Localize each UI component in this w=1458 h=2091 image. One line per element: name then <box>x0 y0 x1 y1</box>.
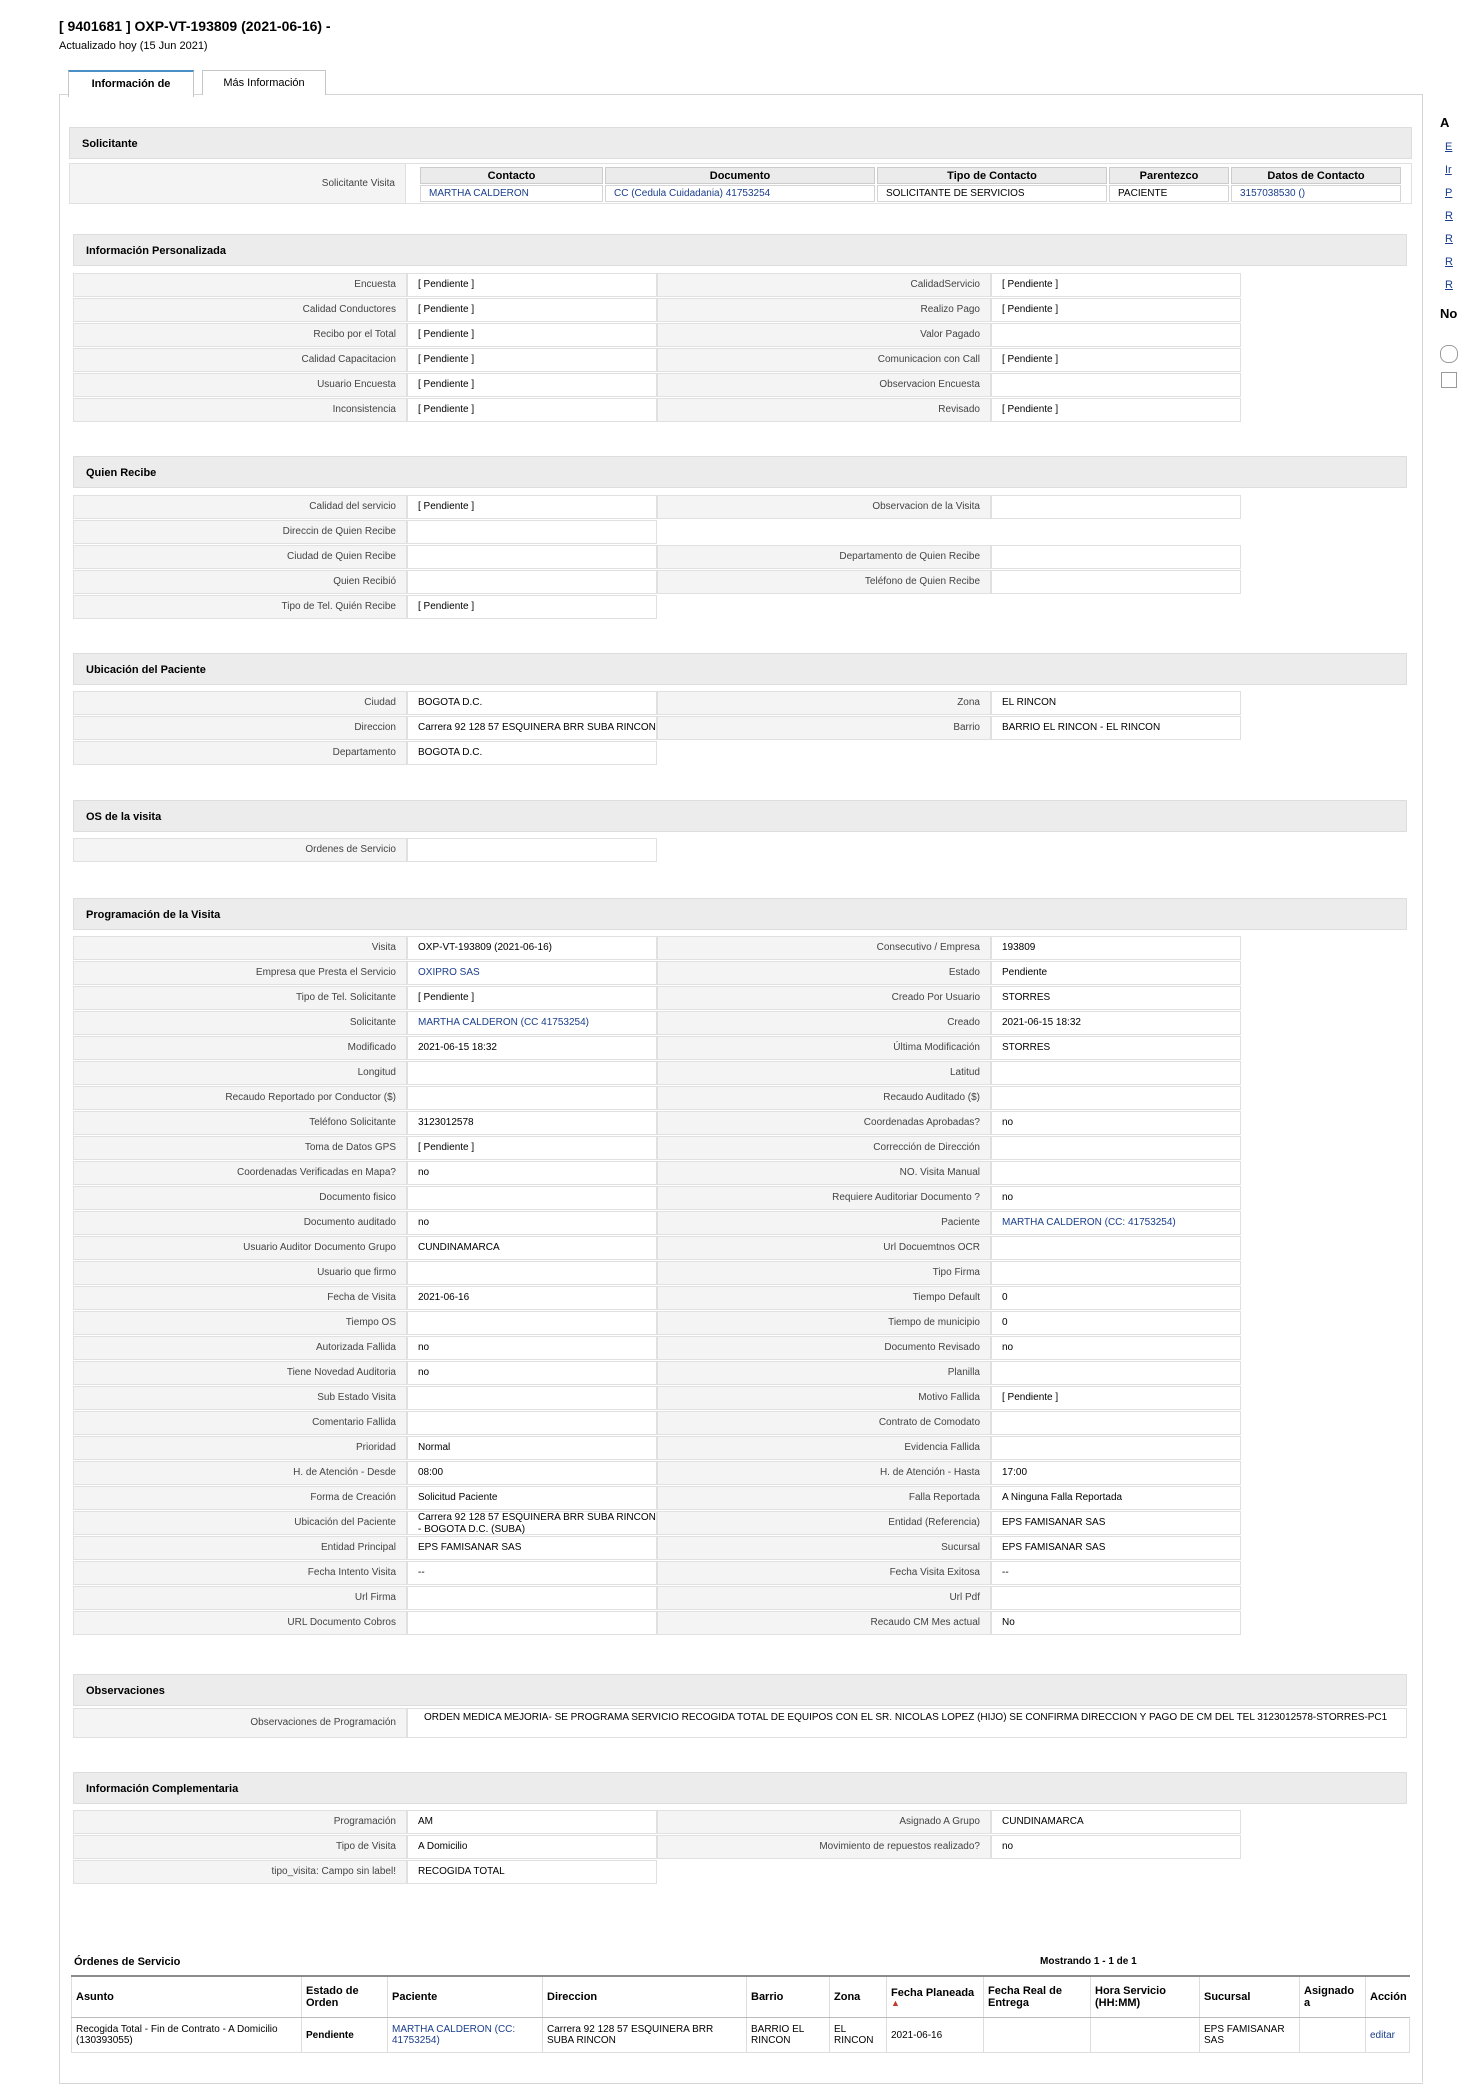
observacion-de-la-visita-value <box>991 495 1241 519</box>
sub-estado-visita-value <box>407 1386 657 1410</box>
url-pdf-label: Url Pdf <box>657 1586 991 1610</box>
col-zona[interactable]: Zona <box>830 1976 887 2018</box>
h-de-atencion-desde-label: H. de Atención - Desde <box>73 1461 407 1485</box>
consecutivo-empresa-label: Consecutivo / Empresa <box>657 936 991 960</box>
modificado-label: Modificado <box>73 1036 407 1060</box>
ordenes-title: Órdenes de Servicio <box>74 1956 181 1968</box>
recaudo-cm-mes-actual-label: Recaudo CM Mes actual <box>657 1611 991 1635</box>
usuario-encuesta-value: [ Pendiente ] <box>407 373 657 397</box>
motivo-fallida-value: [ Pendiente ] <box>991 1386 1241 1410</box>
inconsistencia-label: Inconsistencia <box>73 398 407 422</box>
cell-asignado-a <box>1300 2018 1366 2053</box>
documento-link[interactable]: CC (Cedula Cuidadania) 41753254 <box>605 185 875 202</box>
direccion-label: Direccion <box>73 716 407 740</box>
url-documento-cobros-label: URL Documento Cobros <box>73 1611 407 1635</box>
documento-fisico-label: Documento fisico <box>73 1186 407 1210</box>
paciente-value[interactable]: MARTHA CALDERON (CC: 41753254) <box>991 1211 1241 1235</box>
tiempo-de-municipio-value: 0 <box>991 1311 1241 1335</box>
cell-fecha-planeada: 2021-06-16 <box>887 2018 984 2053</box>
ubicacion-del-paciente-label: Ubicación del Paciente <box>73 1511 407 1535</box>
recibo-por-el-total-value: [ Pendiente ] <box>407 323 657 347</box>
evidencia-fallida-label: Evidencia Fallida <box>657 1436 991 1460</box>
autorizada-fallida-label: Autorizada Fallida <box>73 1336 407 1360</box>
estado-label: Estado <box>657 961 991 985</box>
calidad-del-servicio-value: [ Pendiente ] <box>407 495 657 519</box>
cell-direccion: Carrera 92 128 57 ESQUINERA BRR SUBA RINCON <box>543 2018 747 2053</box>
ciudad-de-quien-recibe-value <box>407 545 657 569</box>
h-de-atencion-hasta-value: 17:00 <box>991 1461 1241 1485</box>
observacion-encuesta-label: Observacion Encuesta <box>657 373 991 397</box>
ciudad-de-quien-recibe-label: Ciudad de Quien Recibe <box>73 545 407 569</box>
tipo-de-visita-label: Tipo de Visita <box>73 1835 407 1859</box>
sidebar-link[interactable]: R <box>1445 256 1453 268</box>
prioridad-label: Prioridad <box>73 1436 407 1460</box>
tipo-de-tel-quien-recibe-label: Tipo de Tel. Quién Recibe <box>73 595 407 619</box>
entidad-principal-label: Entidad Principal <box>73 1536 407 1560</box>
movimiento-de-repuestos-realizado-value: no <box>991 1835 1241 1859</box>
entidad-referencia-label: Entidad (Referencia) <box>657 1511 991 1535</box>
tipo-de-tel-solicitante-value: [ Pendiente ] <box>407 986 657 1010</box>
coordenadas-verificadas-en-mapa-label: Coordenadas Verificadas en Mapa? <box>73 1161 407 1185</box>
recaudo-reportado-por-conductor-value <box>407 1086 657 1110</box>
url-firma-value <box>407 1586 657 1610</box>
requiere-auditoriar-documento-label: Requiere Auditoriar Documento ? <box>657 1186 991 1210</box>
falla-reportada-label: Falla Reportada <box>657 1486 991 1510</box>
col-documento: Documento <box>605 167 875 184</box>
quien-recibio-value <box>407 570 657 594</box>
col-asunto[interactable]: Asunto <box>72 1976 302 2018</box>
fecha-de-visita-value: 2021-06-16 <box>407 1286 657 1310</box>
fecha-intento-visita-value: -- <box>407 1561 657 1585</box>
coordenadas-aprobadas-label: Coordenadas Aprobadas? <box>657 1111 991 1135</box>
sidebar-heading-2: No <box>1440 306 1458 321</box>
cell-zona: EL RINCON <box>830 2018 887 2053</box>
h-de-atencion-hasta-label: H. de Atención - Hasta <box>657 1461 991 1485</box>
tiene-novedad-auditoria-label: Tiene Novedad Auditoria <box>73 1361 407 1385</box>
falla-reportada-value: A Ninguna Falla Reportada <box>991 1486 1241 1510</box>
revisado-value: [ Pendiente ] <box>991 398 1241 422</box>
visita-value: OXP-VT-193809 (2021-06-16) <box>407 936 657 960</box>
observacion-encuesta-value <box>991 373 1241 397</box>
parentezco-value: PACIENTE <box>1109 185 1229 202</box>
tiempo-os-label: Tiempo OS <box>73 1311 407 1335</box>
calidad-capacitacion-value: [ Pendiente ] <box>407 348 657 372</box>
usuario-que-firmo-value <box>407 1261 657 1285</box>
col-estado-de-orden[interactable]: Estado de Orden <box>302 1976 388 2018</box>
documento-auditado-value: no <box>407 1211 657 1235</box>
valor-pagado-label: Valor Pagado <box>657 323 991 347</box>
comunicacion-con-call-value: [ Pendiente ] <box>991 348 1241 372</box>
usuario-auditor-documento-grupo-value: CUNDINAMARCA <box>407 1236 657 1260</box>
documento-revisado-label: Documento Revisado <box>657 1336 991 1360</box>
col-direccion[interactable]: Direccion <box>543 1976 747 2018</box>
observacion-de-la-visita-label: Observacion de la Visita <box>657 495 991 519</box>
tab-informacion[interactable]: Información de <box>68 70 194 97</box>
recaudo-auditado-value <box>991 1086 1241 1110</box>
longitud-label: Longitud <box>73 1061 407 1085</box>
telefono-de-quien-recibe-value <box>991 570 1241 594</box>
col-parentezco: Parentezco <box>1109 167 1229 184</box>
datos-contacto-link[interactable]: 3157038530 () <box>1231 185 1401 202</box>
ordenes-de-servicio-value <box>407 838 657 862</box>
observaciones-label: Observaciones de Programación <box>73 1708 407 1738</box>
toma-de-datos-gps-label: Toma de Datos GPS <box>73 1136 407 1160</box>
creado-por-usuario-value: STORRES <box>991 986 1241 1010</box>
asignado-a-grupo-label: Asignado A Grupo <box>657 1810 991 1834</box>
tab-mas-informacion[interactable]: Más Información <box>202 70 326 95</box>
cell-fecha-real-de-entrega <box>984 2018 1091 2053</box>
valor-pagado-value <box>991 323 1241 347</box>
inconsistencia-value: [ Pendiente ] <box>407 398 657 422</box>
barrio-label: Barrio <box>657 716 991 740</box>
departamento-label: Departamento <box>73 741 407 765</box>
no-visita-manual-value <box>991 1161 1241 1185</box>
telefono-solicitante-label: Teléfono Solicitante <box>73 1111 407 1135</box>
motivo-fallida-label: Motivo Fallida <box>657 1386 991 1410</box>
ordenes-table <box>71 1975 1410 2053</box>
sidebar-link[interactable]: E <box>1445 141 1453 153</box>
asignado-a-grupo-value: CUNDINAMARCA <box>991 1810 1241 1834</box>
sucursal-value: EPS FAMISANAR SAS <box>991 1536 1241 1560</box>
tiene-novedad-auditoria-value: no <box>407 1361 657 1385</box>
col-sucursal[interactable]: Sucursal <box>1200 1976 1300 2018</box>
sidebar-radio[interactable] <box>1440 345 1458 363</box>
col-paciente[interactable]: Paciente <box>388 1976 543 2018</box>
calidadservicio-label: CalidadServicio <box>657 273 991 297</box>
col-datos-contacto: Datos de Contacto <box>1231 167 1401 184</box>
col-barrio[interactable]: Barrio <box>747 1976 830 2018</box>
sub-estado-visita-label: Sub Estado Visita <box>73 1386 407 1410</box>
col-asignado-a[interactable]: Asignado a <box>1300 1976 1366 2018</box>
barrio-value: BARRIO EL RINCON - EL RINCON <box>991 716 1241 740</box>
requiere-auditoriar-documento-value: no <box>991 1186 1241 1210</box>
col-hora-servicio-hh-mm[interactable]: Hora Servicio (HH:MM) <box>1091 1976 1200 2018</box>
usuario-encuesta-label: Usuario Encuesta <box>73 373 407 397</box>
longitud-value <box>407 1061 657 1085</box>
programacion-label: Programación <box>73 1810 407 1834</box>
sort-asc-icon: ▲ <box>891 1997 900 2008</box>
recaudo-auditado-label: Recaudo Auditado ($) <box>657 1086 991 1110</box>
quien-recibio-label: Quien Recibió <box>73 570 407 594</box>
zona-value: EL RINCON <box>991 691 1241 715</box>
realizo-pago-value: [ Pendiente ] <box>991 298 1241 322</box>
ciudad-label: Ciudad <box>73 691 407 715</box>
correccion-de-direccion-label: Corrección de Dirección <box>657 1136 991 1160</box>
url-documento-cobros-value <box>407 1611 657 1635</box>
correccion-de-direccion-value <box>991 1136 1241 1160</box>
section-quien-recibe: Quien Recibe <box>73 456 1407 488</box>
forma-de-creacion-value: Solicitud Paciente <box>407 1486 657 1510</box>
observaciones-value: ORDEN MEDICA MEJORIA- SE PROGRAMA SERVICIO RECOGIDA TOTAL DE EQUIPOS CON EL SR. NICOLAS LOPEZ (HIJO) SE CONFIRMA DIRECCION Y PAGO DE CM DEL TEL 3123012578-STORRES-PC1 <box>407 1708 1407 1738</box>
section-programacion: Programación de la Visita <box>73 898 1407 930</box>
calidadservicio-value: [ Pendiente ] <box>991 273 1241 297</box>
usuario-auditor-documento-grupo-label: Usuario Auditor Documento Grupo <box>73 1236 407 1260</box>
telefono-de-quien-recibe-label: Teléfono de Quien Recibe <box>657 570 991 594</box>
autorizada-fallida-value: no <box>407 1336 657 1360</box>
tiempo-os-value <box>407 1311 657 1335</box>
tiempo-de-municipio-label: Tiempo de municipio <box>657 1311 991 1335</box>
calidad-del-servicio-label: Calidad del servicio <box>73 495 407 519</box>
ubicacion-del-paciente-value: Carrera 92 128 57 ESQUINERA BRR SUBA RINCON - BOGOTA D.C. (SUBA) <box>407 1511 657 1535</box>
cell-sucursal: EPS FAMISANAR SAS <box>1200 2018 1300 2053</box>
sucursal-label: Sucursal <box>657 1536 991 1560</box>
section-solicitante: Solicitante <box>69 127 1412 159</box>
telefono-solicitante-value: 3123012578 <box>407 1111 657 1135</box>
col-accion[interactable]: Acción <box>1366 1976 1410 2018</box>
planilla-value <box>991 1361 1241 1385</box>
sidebar-link[interactable]: P <box>1445 187 1453 199</box>
url-docuemtnos-ocr-value <box>991 1236 1241 1260</box>
calidad-conductores-label: Calidad Conductores <box>73 298 407 322</box>
estado-value: Pendiente <box>991 961 1241 985</box>
consecutivo-empresa-value: 193809 <box>991 936 1241 960</box>
usuario-que-firmo-label: Usuario que firmo <box>73 1261 407 1285</box>
section-complementaria: Información Complementaria <box>73 1772 1407 1804</box>
creado-value: 2021-06-15 18:32 <box>991 1011 1241 1035</box>
ultima-modificacion-value: STORRES <box>991 1036 1241 1060</box>
tipo-visita-campo-sin-label-value: RECOGIDA TOTAL <box>407 1860 657 1884</box>
tipo-contacto-value: SOLICITANTE DE SERVICIOS <box>877 185 1107 202</box>
solicitante-table <box>418 166 1403 203</box>
direccion-value: Carrera 92 128 57 ESQUINERA BRR SUBA RINCON <box>407 716 657 740</box>
right-sidebar <box>1422 94 1452 2082</box>
documento-auditado-label: Documento auditado <box>73 1211 407 1235</box>
tipo-de-visita-value: A Domicilio <box>407 1835 657 1859</box>
recibo-por-el-total-label: Recibo por el Total <box>73 323 407 347</box>
cell-accion[interactable]: editar <box>1366 2018 1410 2053</box>
direccin-de-quien-recibe-value <box>407 520 657 544</box>
entidad-principal-value: EPS FAMISANAR SAS <box>407 1536 657 1560</box>
h-de-atencion-desde-value: 08:00 <box>407 1461 657 1485</box>
no-visita-manual-label: NO. Visita Manual <box>657 1161 991 1185</box>
realizo-pago-label: Realizo Pago <box>657 298 991 322</box>
col-contacto: Contacto <box>420 167 603 184</box>
ultima-modificacion-label: Última Modificación <box>657 1036 991 1060</box>
departamento-value: BOGOTA D.C. <box>407 741 657 765</box>
calidad-capacitacion-label: Calidad Capacitacion <box>73 348 407 372</box>
coordenadas-verificadas-en-mapa-value: no <box>407 1161 657 1185</box>
url-pdf-value <box>991 1586 1241 1610</box>
sidebar-checkbox[interactable] <box>1441 372 1457 388</box>
modificado-value: 2021-06-15 18:32 <box>407 1036 657 1060</box>
url-firma-label: Url Firma <box>73 1586 407 1610</box>
encuesta-label: Encuesta <box>73 273 407 297</box>
empresa-que-presta-el-servicio-value[interactable]: OXIPRO SAS <box>407 961 657 985</box>
recaudo-cm-mes-actual-value: No <box>991 1611 1241 1635</box>
updated-label: Actualizado hoy (15 Jun 2021) <box>59 40 208 52</box>
creado-por-usuario-label: Creado Por Usuario <box>657 986 991 1010</box>
comunicacion-con-call-label: Comunicacion con Call <box>657 348 991 372</box>
empresa-que-presta-el-servicio-label: Empresa que Presta el Servicio <box>73 961 407 985</box>
planilla-label: Planilla <box>657 1361 991 1385</box>
comentario-fallida-value <box>407 1411 657 1435</box>
tiempo-default-label: Tiempo Default <box>657 1286 991 1310</box>
tipo-firma-label: Tipo Firma <box>657 1261 991 1285</box>
contrato-de-comodato-label: Contrato de Comodato <box>657 1411 991 1435</box>
paciente-label: Paciente <box>657 1211 991 1235</box>
cell-barrio: BARRIO EL RINCON <box>747 2018 830 2053</box>
cell-asunto: Recogida Total - Fin de Contrato - A Domicilio (130393055) <box>72 2018 302 2053</box>
toma-de-datos-gps-value: [ Pendiente ] <box>407 1136 657 1160</box>
fecha-de-visita-label: Fecha de Visita <box>73 1286 407 1310</box>
tipo-visita-campo-sin-label-label: tipo_visita: Campo sin label! <box>73 1860 407 1884</box>
forma-de-creacion-label: Forma de Creación <box>73 1486 407 1510</box>
tipo-de-tel-solicitante-label: Tipo de Tel. Solicitante <box>73 986 407 1010</box>
revisado-label: Revisado <box>657 398 991 422</box>
solicitante-label: Solicitante <box>73 1011 407 1035</box>
encuesta-value: [ Pendiente ] <box>407 273 657 297</box>
calidad-conductores-value: [ Pendiente ] <box>407 298 657 322</box>
fecha-visita-exitosa-value: -- <box>991 1561 1241 1585</box>
section-info-personalizada: Información Personalizada <box>73 234 1407 266</box>
prioridad-value: Normal <box>407 1436 657 1460</box>
solicitante-value[interactable]: MARTHA CALDERON (CC 41753254) <box>407 1011 657 1035</box>
table-row <box>72 2018 1410 2053</box>
coordenadas-aprobadas-value: no <box>991 1111 1241 1135</box>
comentario-fallida-label: Comentario Fallida <box>73 1411 407 1435</box>
latitud-label: Latitud <box>657 1061 991 1085</box>
sidebar-link[interactable]: Ir <box>1445 164 1452 176</box>
col-fecha-planeada[interactable]: Fecha Planeada ▲ <box>887 1976 984 2018</box>
cell-hora-servicio-hh-mm <box>1091 2018 1200 2053</box>
departamento-de-quien-recibe-label: Departamento de Quien Recibe <box>657 545 991 569</box>
fecha-visita-exitosa-label: Fecha Visita Exitosa <box>657 1561 991 1585</box>
ciudad-value: BOGOTA D.C. <box>407 691 657 715</box>
cell-paciente[interactable]: MARTHA CALDERON (CC: 41753254) <box>388 2018 543 2053</box>
creado-label: Creado <box>657 1011 991 1035</box>
url-docuemtnos-ocr-label: Url Docuemtnos OCR <box>657 1236 991 1260</box>
documento-fisico-value <box>407 1186 657 1210</box>
ordenes-de-servicio-label: Ordenes de Servicio <box>73 838 407 862</box>
page-title: [ 9401681 ] OXP-VT-193809 (2021-06-16) - <box>59 18 331 34</box>
recaudo-reportado-por-conductor-label: Recaudo Reportado por Conductor ($) <box>73 1086 407 1110</box>
latitud-value <box>991 1061 1241 1085</box>
col-fecha-real-de-entrega[interactable]: Fecha Real de Entrega <box>984 1976 1091 2018</box>
sidebar-link[interactable]: R <box>1445 233 1453 245</box>
tiempo-default-value: 0 <box>991 1286 1241 1310</box>
documento-revisado-value: no <box>991 1336 1241 1360</box>
sidebar-link[interactable]: R <box>1445 210 1453 222</box>
visita-label: Visita <box>73 936 407 960</box>
fecha-intento-visita-label: Fecha Intento Visita <box>73 1561 407 1585</box>
sidebar-heading: A <box>1440 115 1450 130</box>
section-observaciones: Observaciones <box>73 1674 1407 1706</box>
departamento-de-quien-recibe-value <box>991 545 1241 569</box>
tipo-firma-value <box>991 1261 1241 1285</box>
col-tipo-contacto: Tipo de Contacto <box>877 167 1107 184</box>
movimiento-de-repuestos-realizado-label: Movimiento de repuestos realizado? <box>657 1835 991 1859</box>
tipo-de-tel-quien-recibe-value: [ Pendiente ] <box>407 595 657 619</box>
section-os-visita: OS de la visita <box>73 800 1407 832</box>
contacto-link[interactable]: MARTHA CALDERON <box>420 185 603 202</box>
entidad-referencia-value: EPS FAMISANAR SAS <box>991 1511 1241 1535</box>
cell-estado-de-orden: Pendiente <box>302 2018 388 2053</box>
programacion-value: AM <box>407 1810 657 1834</box>
section-ubicacion: Ubicación del Paciente <box>73 653 1407 685</box>
zona-label: Zona <box>657 691 991 715</box>
solicitante-visita-label: Solicitante Visita <box>69 163 406 204</box>
direccin-de-quien-recibe-label: Direccin de Quien Recibe <box>73 520 407 544</box>
sidebar-link[interactable]: R <box>1445 279 1453 291</box>
evidencia-fallida-value <box>991 1436 1241 1460</box>
ordenes-count: Mostrando 1 - 1 de 1 <box>1040 1956 1137 1967</box>
contrato-de-comodato-value <box>991 1411 1241 1435</box>
